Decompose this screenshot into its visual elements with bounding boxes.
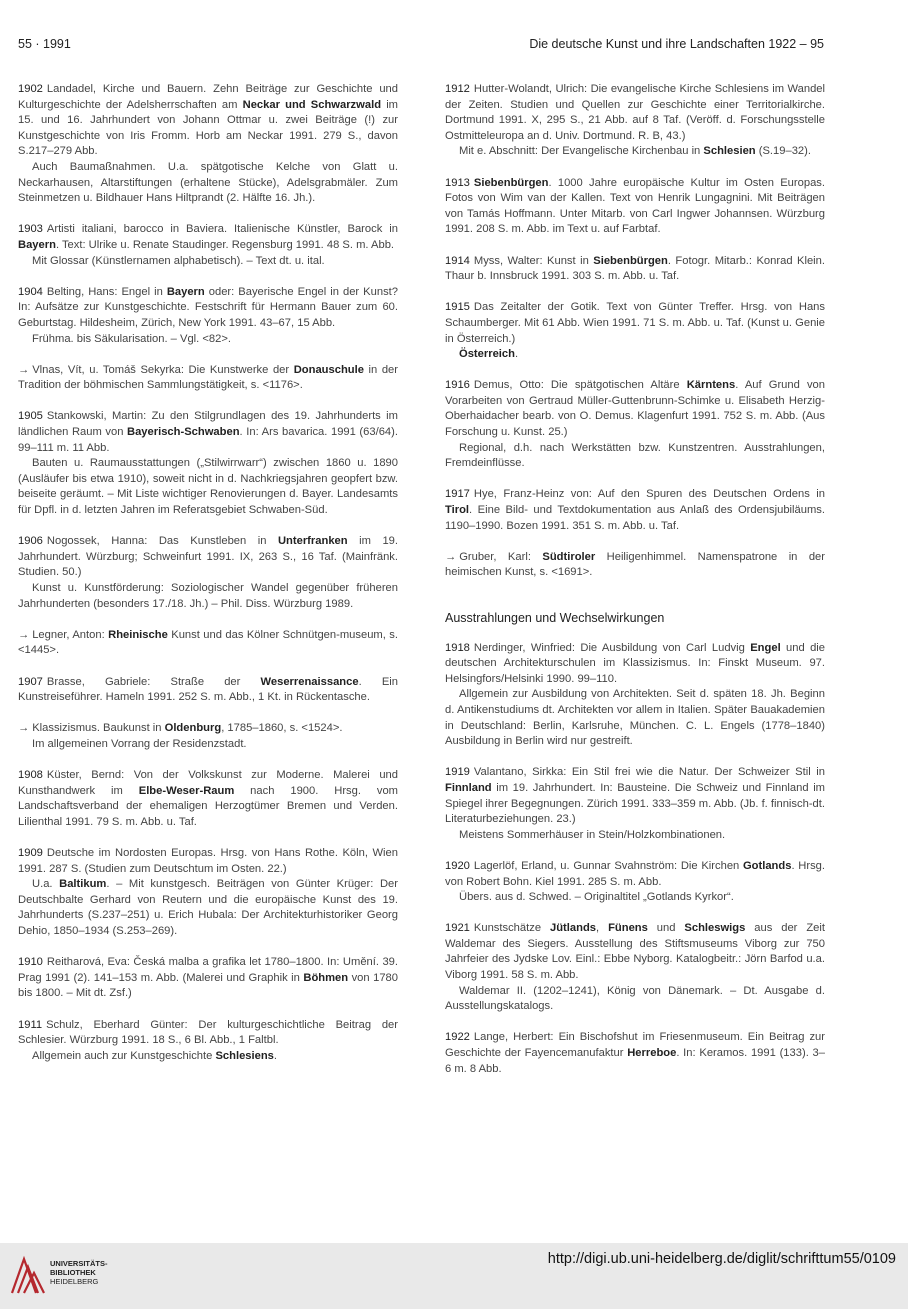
entry-text: . Fotogr. Mitarb.: Konrad Klein. Thaur b. Innsbruck 1991. 303 S. m. Abb. u. Taf. (445, 254, 825, 283)
entry-text: Bauten u. Raumausstattungen („Stilwirrwarr“) zwischen 1860 u. 1890 (Ausläufer bis etwa 1910), soweit nicht in d. Nachkriegsjahren geopfert bzw. beiseite geräumt. – Mit Liste wichtiger Renovierungen d. Bayer. Landesamts für Dpfl. in d. letzten Jahren im Referatsgebiet Schwaben-Süd. (18, 457, 398, 517)
entry-text: . Auf Grund von Vorarbeiten von Gertraud Müller-Guttenbrunn-Schimke u. Elisabeth Herzig-Oberhaidacher bearb. von O. Demus. Klagenfurt 1991. 752 S. m. Abb. (Aus Forschung u. Kunst. 25.) (445, 379, 825, 439)
library-name (50, 1259, 108, 1286)
entry-citation (445, 176, 825, 238)
entry-citation (18, 846, 398, 877)
entry-text: Kunst und das Kölner Schnütgen-museum, s. <1445>. (18, 628, 398, 657)
entry-citation (445, 859, 825, 890)
entry-citation (445, 254, 825, 285)
entry-text: im 19. Jahrhundert. In: Bausteine. Die Schweiz und Finnland im Spiegel ihrer Begegnungen. Zürich 1991. 333–359 m. Abb. (Jb. f. finnisch-dt. Literaturbeziehungen. 23.) (445, 781, 825, 826)
bibliography-entry (445, 176, 825, 238)
entry-annotation (445, 828, 825, 844)
region-keyword: Bayern (18, 238, 56, 251)
entry-citation (445, 82, 825, 144)
region-keyword: Baltikum (59, 878, 107, 891)
arrow-right-icon: → (18, 628, 30, 641)
entry-text: Allgemein auch zur Kunstgeschichte (32, 1049, 216, 1062)
entry-text: Regional, d.h. nach Werkstätten bzw. Kunstzentren. Ausstrahlungen, Fremdeinflüsse. (445, 441, 825, 470)
entry-citation (18, 768, 398, 830)
bibliography-entry (18, 675, 398, 706)
entry-text: Belting, Hans: Engel in (46, 285, 167, 298)
entry-text: Brasse, Gabriele: Straße der (46, 675, 261, 688)
bibliography-entry (445, 254, 825, 285)
footer-bar (0, 1243, 908, 1309)
cross-reference (18, 628, 398, 659)
region-keyword: Schleswigs (684, 922, 746, 935)
region-keyword: Siebenbürgen (593, 254, 668, 267)
region-keyword: Herreboe (627, 1047, 677, 1060)
entry-text: und die deutschen Architekturschulen im Klassizismus. In: Finskt Museum. 97. Helsingfors/Helsinki 1990. 99–110. (445, 641, 826, 685)
entry-citation (445, 300, 825, 347)
region-keyword: Jütlands (550, 922, 597, 935)
page-header-left: 55 · 1991 (18, 37, 71, 51)
entry-text: , 1785–1860, s. <1524>. (221, 722, 343, 735)
entry-citation (445, 487, 825, 534)
arrow-right-icon: → (18, 722, 30, 735)
entry-annotation (445, 890, 825, 906)
bibliography-entry (18, 768, 398, 830)
entry-text: , (596, 922, 609, 935)
entry-text: Im allgemeinen Vorrang der Residenzstadt. (32, 737, 247, 750)
entry-text: . Eine Bild- und Textdokumentation aus Anlaß des Ordensjubiläums. 1190–1990. Bozen 1991. 351 S. m. Abb. u. Taf. (445, 504, 825, 532)
bibliography-entry (18, 1018, 398, 1065)
entry-citation (18, 955, 398, 1002)
entry-number: 1906 (18, 535, 43, 548)
entry-citation (445, 641, 825, 688)
entry-number: 1904 (18, 285, 43, 298)
entry-text: Küster, Bernd: Von der Volkskunst zur Moderne. Malerei und Kunsthandwerk im (18, 769, 398, 797)
entry-text: Myss, Walter: Kunst in (473, 254, 594, 267)
entry-citation (18, 534, 398, 581)
entry-text: Nerdinger, Winfried: Die Ausbildung von Carl Ludvig (473, 641, 751, 654)
entry-number: 1910 (18, 956, 43, 969)
entry-text: . In: Keramos. 1991 (133). 3–6 m. 8 Abb. (445, 1047, 825, 1075)
bibliography-entry (18, 285, 398, 347)
library-name-line: BIBLIOTHEK (50, 1268, 96, 1277)
entry-number: 1914 (445, 254, 470, 267)
entry-text: Das Zeitalter der Gotik. Text von Günter Treffer. Hrsg. von Hans Schaumberger. Mit 61 Abb. Wien 1991. 71 S. m. Abb. u. Taf. (Kunst u. Genie in Österreich.) (445, 301, 825, 345)
entry-text: Valantano, Sirkka: Ein Stil frei wie die Natur. Der Schweizer Stil in (473, 766, 825, 779)
entry-text: Hutter-Wolandt, Ulrich: Die evangelische Kirche Schlesiens im Wandel der Zeiten. Studien und Quellen zur Geschichte einer Territorialkirche. Dortmund 1991. X, 295 S., 21 Abb. auf 8 Taf. (Veröff. d. Forschungsstelle Ostmitteleuropa an d. Univ. Dortmund. R. B, 43.) (445, 83, 825, 142)
entry-annotation (18, 581, 398, 612)
entry-text: Übers. aus d. Schwed. – Originaltitel „Gotlands Kyrkor“. (459, 891, 734, 904)
entry-number: 1920 (445, 859, 470, 872)
entry-text: und (647, 922, 685, 935)
cross-reference (18, 363, 398, 394)
bibliography-entry (445, 641, 825, 750)
region-keyword: Kärntens (686, 379, 736, 392)
region-keyword: Schlesiens (215, 1049, 274, 1062)
entry-number: 1913 (445, 176, 470, 189)
entry-text: Lange, Herbert: Ein Bischofshut im Friesenmuseum. Ein Beitrag zur Geschichte der Fayencemanufaktur (445, 1031, 825, 1060)
entry-number: 1909 (18, 847, 43, 860)
entry-citation (18, 1018, 398, 1049)
entry-citation (18, 363, 398, 394)
entry-citation (18, 628, 398, 659)
bibliography-entry (18, 222, 398, 269)
entry-text: Lagerlöf, Erland, u. Gunnar Svahnström: Die Kirchen (473, 859, 743, 872)
entry-number: 1902 (18, 83, 43, 95)
entry-number: 1921 (445, 922, 470, 935)
region-keyword: Tirol (445, 504, 470, 517)
entry-text: Waldemar II. (1202–1241), König von Dänemark. – Dt. Ausgabe d. Ausstellungskatalogs. (445, 984, 825, 1013)
region-keyword: Siebenbürgen (473, 176, 549, 189)
entry-text: Legner, Anton: (32, 628, 109, 641)
entry-text: nach 1900. Hrsg. vom Landschaftsverband der ehemaligen Herzogtümer Bremen und Verden. Lilienthal 1991. 79 S. m. Abb. u. Taf. (18, 784, 399, 828)
library-name-line: HEIDELBERG (50, 1277, 99, 1286)
section-heading: Ausstrahlungen und Wechselwirkungen (445, 611, 665, 625)
left-column (18, 82, 398, 1080)
entry-text: . – Mit kunstgesch. Beiträgen von Günter Krüger: Der Deutschbalte Gerhard von Reutern und die europäische Kunst des 19. Jahrhunderts (S.237–251) u. Erich Hubala: Der Architekturhistoriker Georg Dehio, 1850–1934 (S.253–269). (18, 878, 398, 938)
entry-citation (18, 82, 398, 160)
region-keyword: Weserrenaissance (260, 675, 359, 688)
entry-number: 1908 (18, 769, 43, 782)
bibliography-entry (445, 378, 825, 472)
entry-text: . In: Ars bavarica. 1991 (63/64). 99–111 m. 11 Abb. (18, 426, 398, 454)
entry-text: Kunstschätze (473, 922, 550, 935)
entry-text: von 1780 bis 1800. – Mit dt. Zsf.) (18, 971, 398, 1000)
entry-text: aus der Zeit Waldemar des Siegers. Ausstellung des Stiftsmuseums Viborg zur 750 Jahrfeier des Jydske Lov. Einl.: Ebbe Nyborg. Katalogbeitr.: Jörn Barfod u.a. Viborg 1991. 58 S. m. Abb. (445, 922, 825, 982)
region-keyword: Fünens (608, 922, 648, 935)
entry-annotation (445, 441, 825, 472)
entry-text: . Hrsg. von Robert Bohn. Kiel 1991. 285 S. m. Abb. (445, 859, 825, 888)
entry-text: . Text: Ulrike u. Renate Staudinger. Regensburg 1991. 48 S. m. Abb. (55, 238, 395, 251)
entry-number: 1903 (18, 223, 43, 236)
entry-number: 1905 (18, 410, 43, 423)
page-header-right: Die deutsche Kunst und ihre Landschaften 1922 – 95 (529, 37, 824, 51)
region-keyword: Rheinische (108, 628, 168, 641)
entry-annotation (18, 737, 398, 753)
entry-annotation (445, 347, 825, 363)
bibliography-entry (445, 765, 825, 843)
region-keyword: Bayerisch-Schwaben (127, 426, 240, 439)
entry-number: 1912 (445, 83, 470, 95)
entry-text: Mit Glossar (Künstlernamen alphabetisch). – Text dt. u. ital. (32, 254, 325, 267)
entry-text: . (514, 348, 519, 361)
region-keyword: Schlesien (703, 145, 756, 158)
bibliography-entry (445, 1030, 825, 1077)
bibliography-entry (18, 955, 398, 1002)
entry-text: Schulz, Eberhard Günter: Der kulturgeschichtliche Beitrag der Schlesier. Würzburg 1991. 18 S., 6 Bl. Abb., 1 Faltbl. (18, 1018, 398, 1047)
bibliography-entry (18, 846, 398, 940)
entry-citation (445, 921, 825, 983)
entry-number: 1915 (445, 301, 470, 314)
entry-citation (18, 285, 398, 332)
entry-text: Gruber, Karl: (459, 550, 543, 563)
region-keyword: Oldenburg (164, 722, 222, 735)
entry-citation (445, 550, 825, 581)
region-keyword: Unterfranken (277, 535, 348, 548)
entry-text: Allgemein zur Ausbildung von Architekten. Seit d. späten 18. Jh. Beginn d. Antikenstudiums dt. Architekten vor allem in Italien. Später Bauakademien in Deutschland: Berlin, Karlsruhe, München. C. L. Engels (1778–1840) Ausbildung in Berlin wird nur gestreift. (445, 688, 825, 748)
entry-citation (18, 675, 398, 706)
entry-number: 1916 (445, 379, 470, 392)
bibliography-entry (445, 487, 825, 534)
entry-text: Mit e. Abschnitt: Der Evangelische Kirchenbau in (459, 145, 704, 158)
entry-text: Nogossek, Hanna: Das Kunstleben in (46, 535, 278, 548)
bibliography-entry (18, 534, 398, 612)
entry-annotation (18, 877, 398, 939)
entry-citation (445, 765, 825, 827)
region-keyword: Gotlands (742, 859, 792, 872)
arrow-right-icon: → (18, 363, 30, 376)
entry-text: im 19. Jahrhundert. Würzburg; Schweinfurt 1991. IX, 263 S., 16 Taf. (Mainfränk. Studien. 50.) (18, 535, 398, 579)
entry-text: Meistens Sommerhäuser in Stein/Holzkombinationen. (459, 828, 726, 841)
entry-text: Auch Baumaßnahmen. U.a. spätgotische Kelche von Glatt u. Neckarhausen, Altarstiftungen (erhaltene Stücke), Adelsgrabmäler. Zum Steinmetzen u. Bildhauer Hans Hiltprandt (2. Hälfte 16. Jh.). (18, 160, 398, 205)
region-keyword: Finnland (445, 781, 492, 794)
bibliography-entry (445, 921, 825, 1015)
entry-text: in der Tradition der böhmischen Sammlungstätigkeit, s. <1176>. (18, 363, 398, 392)
entry-annotation (445, 984, 825, 1015)
entry-text: . (273, 1049, 278, 1062)
entry-text: (S.19–32). (755, 145, 811, 158)
entry-text: Heiligenhimmel. Namenspatrone in der heimischen Kunst, s. <1691>. (445, 550, 826, 579)
entry-text: Stankowski, Martin: Zu den Stilgrundlagen des 19. Jahrhunderts im ländlichen Raum von (18, 410, 398, 439)
entry-text: Frühma. bis Säkularisation. – Vgl. <82>. (32, 332, 231, 345)
entry-citation (18, 721, 398, 737)
entry-number: 1922 (445, 1031, 470, 1044)
library-name-line: UNIVERSITÄTS- (50, 1259, 108, 1268)
entry-text: Deutsche im Nordosten Europas. Hrsg. von Hans Rothe. Köln, Wien 1991. 287 S. (Studien zum Deutschtum im Osten. 22.) (18, 847, 398, 875)
entry-annotation (18, 456, 398, 518)
entry-number: 1917 (445, 488, 470, 501)
entry-text: Landadel, Kirche und Bauern. Zehn Beiträge zur Geschichte und Kulturgeschichte der Adelsherrschaften am (18, 83, 398, 111)
entry-citation (18, 222, 398, 253)
region-keyword: Südtiroler (542, 550, 596, 563)
bibliography-entry (18, 409, 398, 518)
entry-text: . 1000 Jahre europäische Kultur im Osten Europas. Fotos von Wim van der Kallen. Text von Henrik Lungagnini. Mit Beiträgen von Tamás Hoffmann. Unter Mitarb. von Carl Ingwer Johannsen. Würzburg 1991. 208 S. m. Abb. im Text u. auf Farbtaf. (445, 176, 825, 236)
entry-text: Demus, Otto: Die spätgotischen Altäre (473, 379, 687, 392)
cross-reference (445, 550, 825, 581)
source-url-link[interactable]: http://digi.ub.uni-heidelberg.de/diglit/schrifttum55/0109 (547, 1251, 896, 1267)
entry-annotation (18, 160, 398, 207)
entry-number: 1918 (445, 641, 470, 654)
entry-annotation (445, 144, 825, 160)
region-keyword: Österreich (459, 348, 515, 361)
entry-text: Reitharová, Eva: Česká malba a grafika let 1780–1800. In: Umění. 39. Prag 1991 (2). 141–153 m. Abb. (Malerei und Graphik in (18, 956, 398, 984)
entry-text: im 15. und 16. Jahrhundert von Johann Ottmar u. zwei Beiträge (!) zur Kunstgeschichte von Iris Fromm. Horb am Neckar 1991. 279 S., davon S.217–279 Abb. (18, 98, 398, 158)
entry-citation (445, 1030, 825, 1077)
region-keyword: Elbe-Weser-Raum (138, 784, 235, 797)
bibliography-entry (445, 859, 825, 906)
entry-text: Hye, Franz-Heinz von: Auf den Spuren des Deutschen Ordens in (473, 488, 825, 501)
entry-text: Klassizismus. Baukunst in (32, 722, 165, 735)
bibliography-entry (18, 82, 398, 207)
entry-text: U.a. (32, 878, 60, 891)
entry-citation (445, 378, 825, 440)
bibliography-entry (445, 300, 825, 362)
cross-reference (18, 721, 398, 752)
entry-annotation (18, 332, 398, 348)
right-column (445, 82, 825, 1093)
entry-number: 1907 (18, 675, 43, 688)
entry-text: oder: Bayerische Engel in der Kunst? In: Aufsätze zur Kunstgeschichte. Festschrift für Hermann Bauer zum 60. Geburtstag. Hildesheim, Zürich, New York 1991. 43–67, 15 Abb. (18, 285, 398, 329)
entry-text: . Ein Kunstreiseführer. Hameln 1991. 252 S. m. Abb., 1 Kt. in Rückentasche. (18, 675, 398, 704)
region-keyword: Bayern (166, 285, 205, 298)
region-keyword: Neckar und Schwarzwald (242, 98, 382, 111)
region-keyword: Engel (750, 641, 781, 654)
region-keyword: Böhmen (303, 971, 349, 984)
entry-number: 1919 (445, 766, 470, 779)
entry-text: Kunst u. Kunstförderung: Soziologischer Wandel gegenüber früheren Jahrhunderten (besonders 17./18. Jh.) – Phil. Diss. Würzburg 1989. (18, 582, 398, 610)
entry-number: 1911 (18, 1018, 43, 1031)
bibliography-entry (445, 82, 825, 160)
entry-annotation (445, 687, 825, 749)
entry-annotation (18, 254, 398, 270)
entry-citation (18, 409, 398, 456)
region-keyword: Donauschule (293, 363, 364, 376)
entry-text: Artisti italiani, barocco in Baviera. Italienische Künstler, Barock in (46, 223, 398, 236)
entry-annotation (18, 1049, 398, 1065)
arrow-right-icon: → (445, 550, 457, 563)
entry-text: Vlnas, Vít, u. Tomáš Sekyrka: Die Kunstwerke der (32, 363, 294, 376)
